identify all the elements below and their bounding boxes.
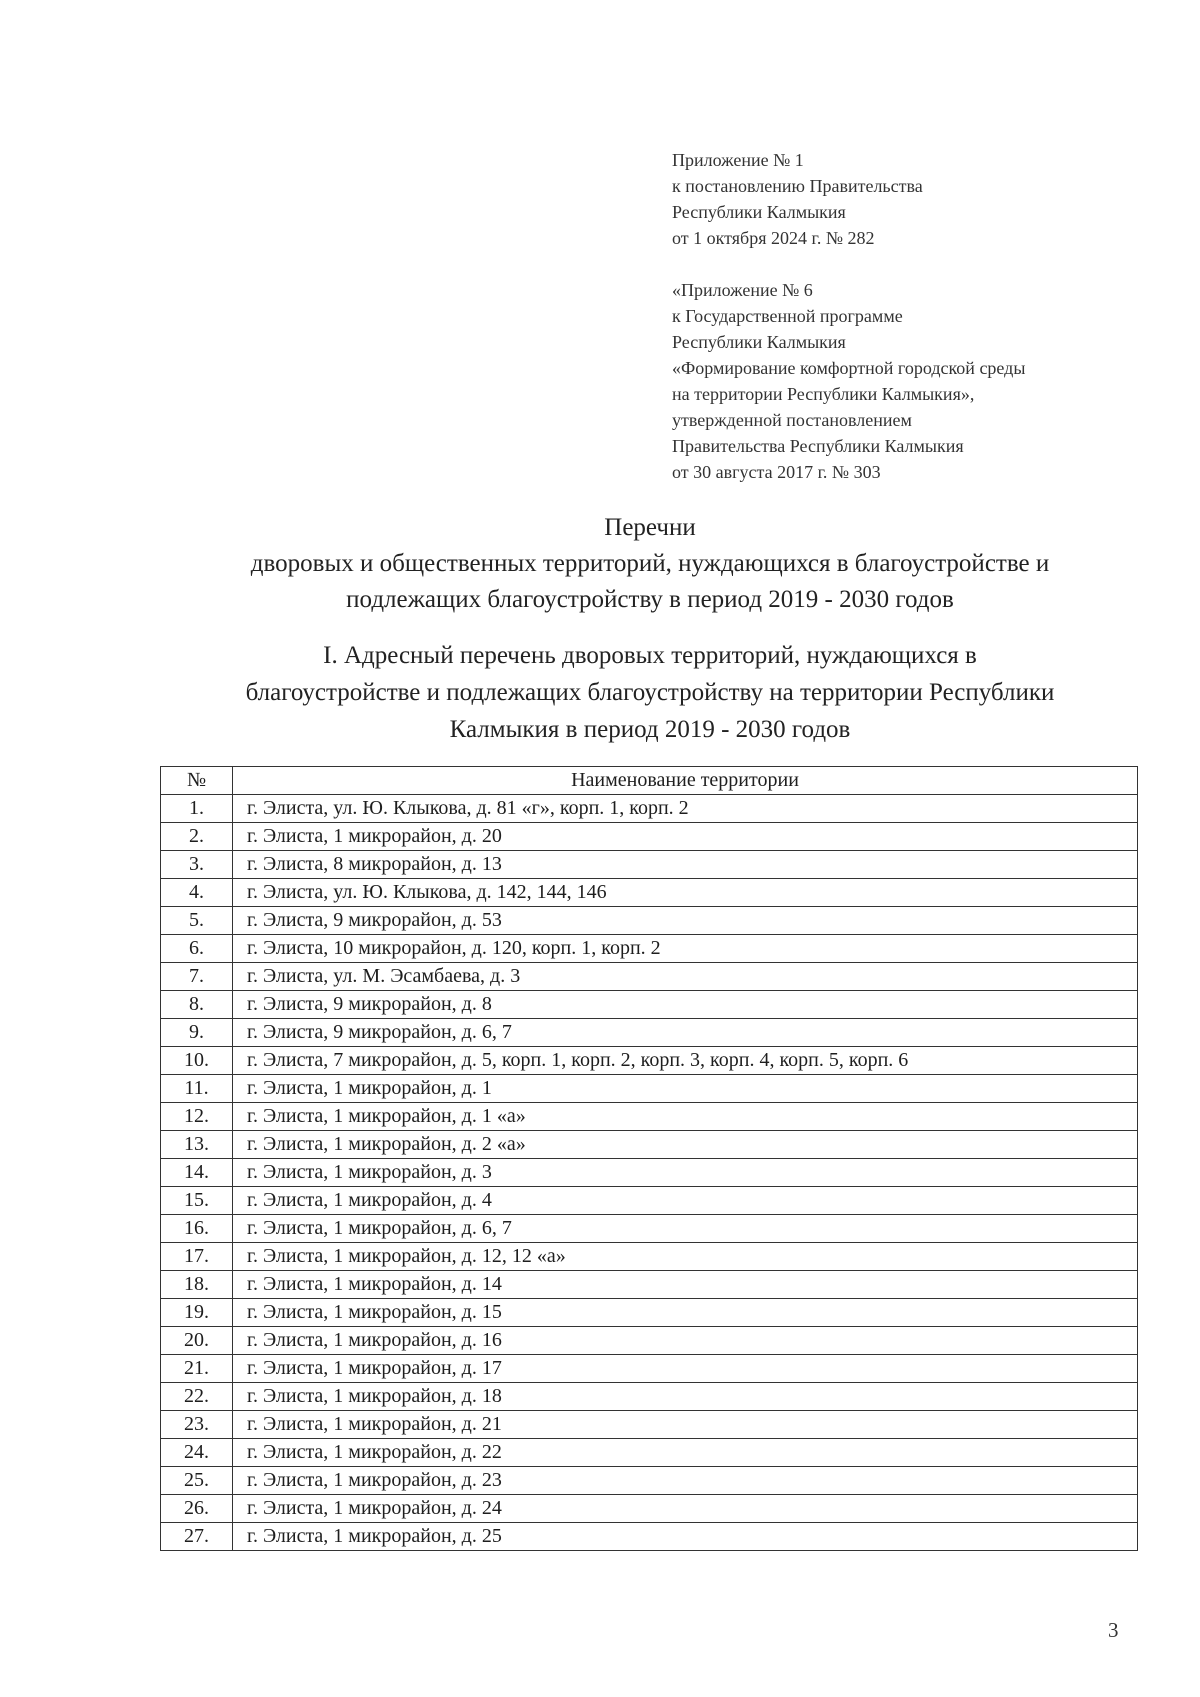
row-number: 22. [161,1383,233,1411]
table-row [161,907,1138,935]
row-number: 21. [161,1355,233,1383]
territory-name: г. Элиста, 7 микрорайон, д. 5, корп. 1, корп. 2, корп. 3, корп. 4, корп. 5, корп. 6 [233,1047,1138,1075]
row-number: 10. [161,1047,233,1075]
table-row [161,1439,1138,1467]
appendix-6-block [672,277,1152,485]
territories-table [160,766,1138,1551]
territory-name: г. Элиста, 9 микрорайон, д. 6, 7 [233,1019,1138,1047]
table-row [161,1467,1138,1495]
table-row [161,963,1138,991]
territory-name: г. Элиста, 1 микрорайон, д. 25 [233,1523,1138,1551]
territory-name: г. Элиста, 1 микрорайон, д. 21 [233,1411,1138,1439]
territory-name: г. Элиста, ул. Ю. Клыкова, д. 81 «г», корп. 1, корп. 2 [233,795,1138,823]
territory-name: г. Элиста, 1 микрорайон, д. 14 [233,1271,1138,1299]
table-row [161,1215,1138,1243]
row-number: 13. [161,1131,233,1159]
row-number: 23. [161,1411,233,1439]
appendix-6-line: к Государственной программе [672,306,903,326]
appendix-6-line: Правительства Республики Калмыкия [672,436,964,456]
territory-name: г. Элиста, 9 микрорайон, д. 53 [233,907,1138,935]
row-number: 2. [161,823,233,851]
territory-name: г. Элиста, 1 микрорайон, д. 2 «а» [233,1131,1138,1159]
appendix-1-line: Республики Калмыкия [672,202,846,222]
title-line: подлежащих благоустройству в период 2019 - 2030 годов [346,586,954,613]
territory-name: г. Элиста, ул. М. Эсамбаева, д. 3 [233,963,1138,991]
row-number: 7. [161,963,233,991]
row-number: 15. [161,1187,233,1215]
territory-name: г. Элиста, ул. Ю. Клыкова, д. 142, 144, 146 [233,879,1138,907]
table-row [161,1523,1138,1551]
table-row [161,1411,1138,1439]
row-number: 16. [161,1215,233,1243]
territory-name: г. Элиста, 1 микрорайон, д. 3 [233,1159,1138,1187]
table-row [161,1159,1138,1187]
table-row [161,991,1138,1019]
row-number: 3. [161,851,233,879]
section-heading [140,637,1160,748]
appendix-6-line: «Формирование комфортной городской среды [672,358,1026,378]
territory-name: г. Элиста, 1 микрорайон, д. 22 [233,1439,1138,1467]
territory-name: г. Элиста, 1 микрорайон, д. 24 [233,1495,1138,1523]
row-number: 11. [161,1075,233,1103]
territory-name: г. Элиста, 9 микрорайон, д. 8 [233,991,1138,1019]
table-row [161,1243,1138,1271]
appendix-6-line: «Приложение № 6 [672,280,813,300]
column-header-number: № [161,767,233,795]
table-row [161,1299,1138,1327]
row-number: 12. [161,1103,233,1131]
appendix-1-block [672,147,1152,251]
appendix-6-line: от 30 августа 2017 г. № 303 [672,462,881,482]
table-row [161,1131,1138,1159]
table-body [161,795,1138,1551]
row-number: 20. [161,1327,233,1355]
appendix-6-line: на территории Республики Калмыкия», [672,384,975,404]
table-row [161,935,1138,963]
section-heading-line: I. Адресный перечень дворовых территорий, нуждающихся в [323,642,977,669]
row-number: 9. [161,1019,233,1047]
table-row [161,1047,1138,1075]
row-number: 27. [161,1523,233,1551]
table-row [161,795,1138,823]
territory-name: г. Элиста, 10 микрорайон, д. 120, корп. 1, корп. 2 [233,935,1138,963]
table-row [161,1103,1138,1131]
territory-name: г. Элиста, 1 микрорайон, д. 4 [233,1187,1138,1215]
table-row [161,851,1138,879]
row-number: 24. [161,1439,233,1467]
row-number: 5. [161,907,233,935]
appendix-1-line: от 1 октября 2024 г. № 282 [672,228,875,248]
row-number: 17. [161,1243,233,1271]
appendix-6-line: Республики Калмыкия [672,332,846,352]
row-number: 4. [161,879,233,907]
section-heading-line: Калмыкия в период 2019 - 2030 годов [449,716,851,743]
row-number: 26. [161,1495,233,1523]
table-row [161,1019,1138,1047]
row-number: 6. [161,935,233,963]
territory-name: г. Элиста, 1 микрорайон, д. 18 [233,1383,1138,1411]
territory-name: г. Элиста, 1 микрорайон, д. 16 [233,1327,1138,1355]
table-row [161,1327,1138,1355]
territory-name: г. Элиста, 1 микрорайон, д. 17 [233,1355,1138,1383]
table-row [161,879,1138,907]
row-number: 19. [161,1299,233,1327]
table-row [161,1271,1138,1299]
table-row [161,1495,1138,1523]
title-line: дворовых и общественных территорий, нуждающихся в благоустройстве и [250,550,1050,577]
section-heading-line: благоустройстве и подлежащих благоустройству на территории Республики [245,679,1055,706]
appendix-1-line: к постановлению Правительства [672,176,923,196]
table-row [161,823,1138,851]
table-row [161,1383,1138,1411]
row-number: 25. [161,1467,233,1495]
table-header-row [161,767,1138,795]
title-line: Перечни [604,514,696,541]
appendix-6-line: утвержденной постановлением [672,410,912,430]
territory-name: г. Элиста, 1 микрорайон, д. 20 [233,823,1138,851]
row-number: 14. [161,1159,233,1187]
appendix-1-line: Приложение № 1 [672,150,804,170]
territory-name: г. Элиста, 8 микрорайон, д. 13 [233,851,1138,879]
territory-name: г. Элиста, 1 микрорайон, д. 15 [233,1299,1138,1327]
row-number: 18. [161,1271,233,1299]
row-number: 8. [161,991,233,1019]
page-number: 3 [1108,1618,1119,1642]
territory-name: г. Элиста, 1 микрорайон, д. 6, 7 [233,1215,1138,1243]
table-row [161,1075,1138,1103]
column-header-name: Наименование территории [233,767,1138,795]
territory-name: г. Элиста, 1 микрорайон, д. 23 [233,1467,1138,1495]
territory-name: г. Элиста, 1 микрорайон, д. 1 «а» [233,1103,1138,1131]
table-row [161,1187,1138,1215]
territory-name: г. Элиста, 1 микрорайон, д. 1 [233,1075,1138,1103]
document-title [140,510,1160,618]
row-number: 1. [161,795,233,823]
table-row [161,1355,1138,1383]
territory-name: г. Элиста, 1 микрорайон, д. 12, 12 «а» [233,1243,1138,1271]
